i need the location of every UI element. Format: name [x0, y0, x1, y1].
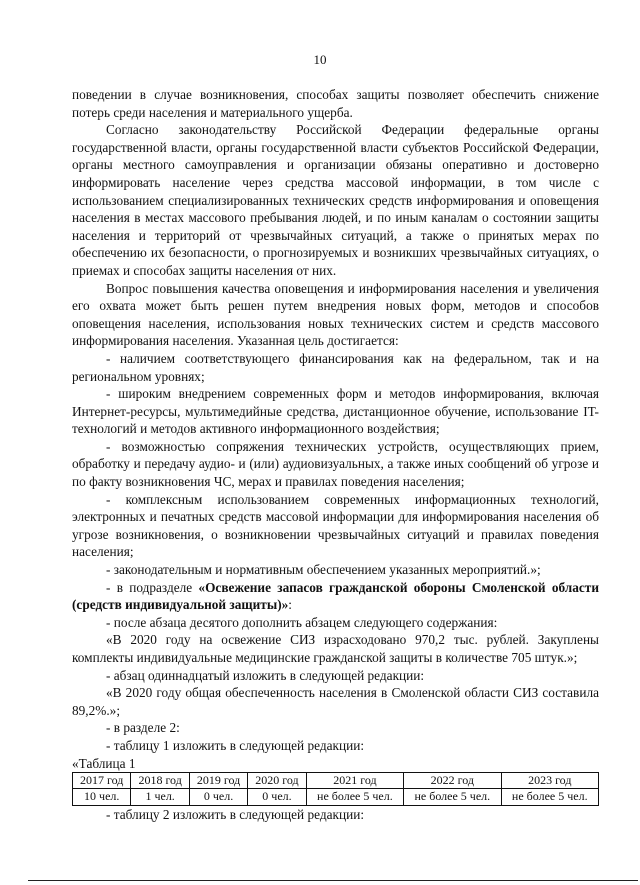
- instruction-add-paragraph: - после абзаца десятого дополнить абзацем следующего содержания:: [106, 614, 498, 630]
- bullet-financing: - наличием соответствующего финансирования как на федеральном, так и на региональном уровнях;: [72, 350, 599, 384]
- paragraph-quality-question: Вопрос повышения качества оповещения и информирования населения и увеличения его охвата может быть решен путем внедрения новых форм, методов и способов оповещения населения, использования новых технических систем и средств массового информирования населения. Указанная цель достигается:: [72, 280, 599, 349]
- subsection-title: «Освежение запасов гражданской обороны Смоленской области (средств индивидуальной защиты)»: [72, 579, 599, 613]
- subsection-suffix: :: [288, 597, 292, 613]
- bottom-divider: [28, 880, 638, 881]
- paragraph-continuation: поведении в случае возникновения, способах защиты позволяет обеспечить снижение потерь среди населения и материального ущерба.: [72, 87, 599, 120]
- table-header-cell: 2019 год: [189, 773, 247, 789]
- table-header-cell: 2022 год: [404, 773, 501, 789]
- table-header-cell: 2023 год: [501, 773, 598, 789]
- table-caption: «Таблица 1: [72, 755, 136, 771]
- table-cell: 0 чел.: [189, 789, 247, 806]
- bullet-modern-forms: - широким внедрением современных форм и методов информирования, включая Интернет-ресурсы, мультимедийные средства, дистанционное обучение, использование IT-технологий и методов активного информационного воздействия;: [72, 386, 599, 437]
- document-body: [72, 86, 599, 824]
- table-header-cell: 2017 год: [73, 773, 131, 789]
- table-row: [73, 789, 599, 806]
- instruction-table-1: - таблицу 1 изложить в следующей редакции:: [106, 737, 365, 753]
- bullet-legislative-support: - законодательным и нормативным обеспечением указанных мероприятий.»;: [106, 562, 541, 578]
- table-header-cell: 2020 год: [248, 773, 306, 789]
- bullet-integrated-technologies: - комплексным использованием современных информационных технологий, электронных и печатных средств массовой информации для информирования населения об угрозе возникновения, о возникновении чрезвычайных ситуаций и правилах поведения населения;: [72, 491, 599, 560]
- instruction-table-2: - таблицу 2 изложить в следующей редакции:: [106, 807, 365, 823]
- table-cell: 10 чел.: [73, 789, 131, 806]
- table-cell: не более 5 чел.: [404, 789, 501, 806]
- subsection-instruction: [72, 579, 599, 614]
- table-cell: не более 5 чел.: [501, 789, 598, 806]
- page-number: 10: [313, 52, 327, 67]
- bullet-technical-devices: - возможностью сопряжения технических устройств, осуществляющих прием, обработку и передачу аудио- и (или) аудиовизуальных, а также иных сообщений об угрозе и по факту возникновения ЧС, мерах и правилах поведения населения;: [72, 438, 599, 490]
- quote-2020-spending: «В 2020 году на освежение СИЗ израсходовано 970,2 тыс. рублей. Закуплены комплекты индивидуальные медицинские гражданской защиты в количестве 705 штук.»;: [72, 632, 599, 665]
- table-cell: не более 5 чел.: [306, 789, 403, 806]
- instruction-section-2: - в разделе 2:: [106, 720, 180, 736]
- table-header-cell: 2021 год: [306, 773, 403, 789]
- subsection-prefix: - в подразделе: [106, 579, 199, 595]
- table-cell: 0 чел.: [248, 789, 306, 806]
- table-header-cell: 2018 год: [131, 773, 189, 789]
- table-1: [72, 772, 599, 806]
- table-cell: 1 чел.: [131, 789, 189, 806]
- paragraph-legislation: Согласно законодательству Российской Федерации федеральные органы государственной власти, органы государственной власти субъектов Российской Федерации, органы местного самоуправления и организации обязаны оперативно и достоверно информировать население через средства массовой информации, в том числе с использованием специализированных технических средств информирования и оповещения населения в местах массового пребывания людей, и по иным каналам о состоянии защиты населения и территорий от чрезвычайных ситуаций, а также о принятых мерах по обеспечению их безопасности, о прогнозируемых и возникших чрезвычайных ситуациях, о приемах и способах защиты населения от них.: [72, 122, 599, 278]
- table-header-row: [73, 773, 599, 789]
- quote-2020-provision: «В 2020 году общая обеспеченность населения в Смоленской области СИЗ составила 89,2%.»;: [72, 685, 599, 718]
- instruction-eleventh-paragraph: - абзац одиннадцатый изложить в следующей редакции:: [106, 667, 425, 683]
